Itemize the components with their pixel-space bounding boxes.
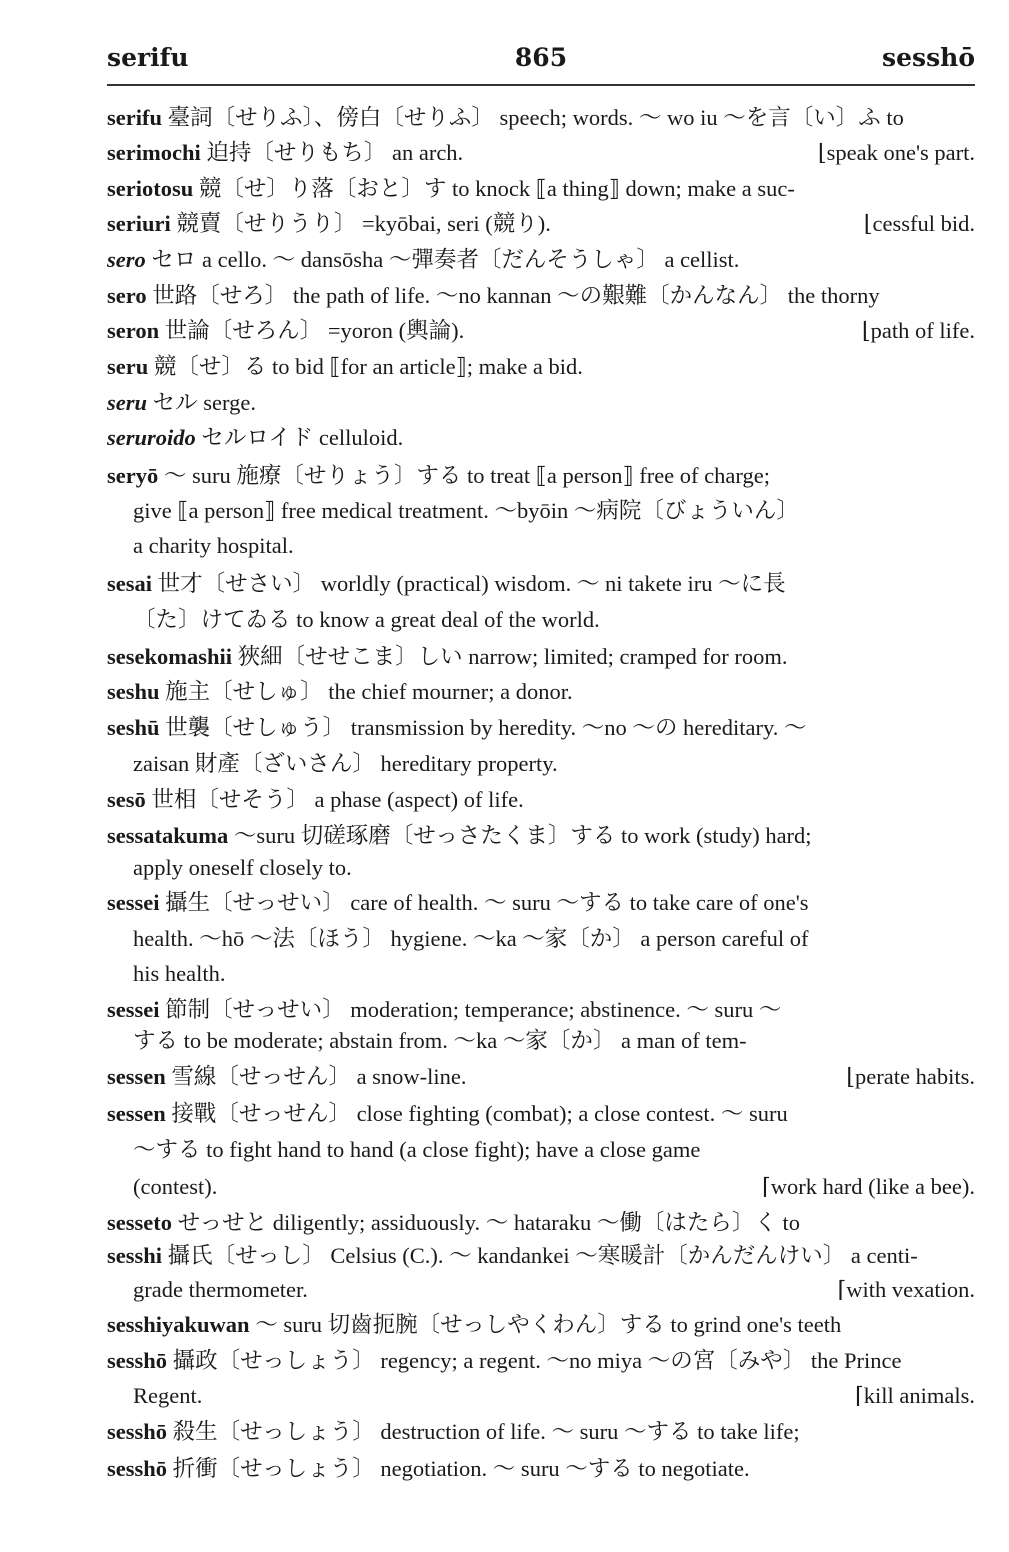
definition: give ⟦a person⟧ free medical treatment. ～byōin ～病院〔びょういん〕 (133, 498, 799, 523)
text-line (133, 603, 975, 637)
text-line (107, 783, 975, 817)
text-line (107, 993, 975, 1027)
definition: 競〔せ〕る to bid ⟦for an article⟧; make a bid. (153, 354, 583, 379)
page-number: 865 (514, 43, 568, 72)
text-line (107, 279, 975, 313)
text-line (133, 1133, 975, 1167)
definition: 世論〔せろん〕 =yoron (輿論). (164, 318, 465, 343)
definition: 競賣〔せりうり〕 =kyōbai, seri (競り). (176, 211, 551, 236)
headword: seryō (107, 463, 159, 488)
definition: health. ～hō ～法〔ほう〕 hygiene. ～ka ～家〔か〕 a person careful of (133, 926, 809, 951)
text-line (107, 386, 975, 420)
definition: 節制〔せっせい〕 moderation; temperance; abstinence. ～ suru ～ (165, 997, 782, 1022)
running-header (107, 40, 975, 80)
text-line (107, 819, 975, 853)
definition: 世襲〔せしゅう〕 transmission by heredity. ～no ～の hereditary. ～ (165, 715, 807, 740)
definition: apply oneself closely to. (133, 855, 352, 880)
headword: sero (107, 283, 147, 308)
definition: 殺生〔せっしょう〕 destruction of life. ～ suru ～する to take life; (172, 1419, 800, 1444)
text-line (107, 1452, 975, 1486)
definition: 〔た〕けてゐる to know a great deal of the world. (133, 607, 600, 632)
text-line (107, 350, 975, 384)
headword: sessei (107, 997, 160, 1022)
text-line (133, 747, 975, 781)
text-line (107, 314, 975, 348)
definition: セロ a cello. ～ dansōsha ～彈奏者〔だんそうしゃ〕 a cellist. (151, 247, 740, 272)
headword: sero (107, 247, 146, 272)
definition: 施主〔せしゅ〕 the chief mourner; a donor. (165, 679, 573, 704)
headword: seriuri (107, 211, 171, 236)
headword: seron (107, 318, 160, 343)
text-line (107, 243, 975, 277)
runover: ⌊perate habits. (846, 1064, 975, 1089)
text-line (133, 1379, 975, 1413)
headword: sessatakuma (107, 823, 229, 848)
text-line (107, 1308, 975, 1342)
definition: ～ suru 切齒扼腕〔せっしやくわん〕する to grind one's teeth (255, 1312, 842, 1337)
text-line (107, 459, 975, 493)
definition: 世相〔せそう〕 a phase (aspect) of life. (151, 787, 524, 812)
headword: serifu (107, 105, 162, 130)
definition: する to be moderate; abstain from. ～ka ～家〔か〕 a man of tem- (133, 1028, 747, 1053)
text-line (107, 886, 975, 920)
runover: ⌈work hard (like a bee). (761, 1174, 975, 1199)
text-line (107, 207, 975, 241)
text-line (133, 957, 975, 991)
definition: Regent. (133, 1383, 203, 1408)
headword: seshu (107, 679, 160, 704)
text-line (133, 922, 975, 956)
text-line (133, 1170, 975, 1204)
definition: 接戰〔せっせん〕 close fighting (combat); a close contest. ～ suru (171, 1101, 788, 1126)
headword: sesshō (107, 1456, 168, 1481)
text-line (107, 567, 975, 601)
runover: ⌊speak one's part. (817, 140, 975, 165)
text-line (107, 136, 975, 170)
headword: seriotosu (107, 176, 194, 201)
headword: sesshō (107, 1348, 168, 1373)
headword: sessen (107, 1064, 166, 1089)
definition: 狹細〔せせこま〕しい narrow; limited; cramped for room. (237, 644, 788, 669)
text-line (107, 1097, 975, 1131)
definition: 臺詞〔せりふ〕、傍白〔せりふ〕 speech; words. ～ wo iu ～を言〔い〕ふ to (167, 105, 904, 130)
text-line (107, 101, 975, 135)
definition: ～する to fight hand to hand (a close fight); have a close game (133, 1137, 701, 1162)
text-line (107, 640, 975, 674)
runover: ⌈kill animals. (854, 1383, 975, 1408)
definition: 世路〔せろ〕 the path of life. ～no kannan ～の艱難〔かんなん〕 the thorny (152, 283, 880, 308)
headword: sesshi (107, 1243, 163, 1268)
runover: ⌈with vexation. (837, 1277, 975, 1302)
headword: sessei (107, 890, 160, 915)
text-line (107, 675, 975, 709)
text-line (107, 172, 975, 206)
text-line (107, 711, 975, 745)
definition: 攝政〔せっしょう〕 regency; a regent. ～no miya ～の宮〔みや〕 the Prince (172, 1348, 902, 1373)
text-line (133, 1273, 975, 1307)
headword: sesshiyakuwan (107, 1312, 250, 1337)
text-line (107, 1060, 975, 1094)
headword: sesai (107, 571, 152, 596)
text-line (107, 1415, 975, 1449)
headword: sesseto (107, 1210, 172, 1235)
definition: 迫持〔せりもち〕 an arch. (206, 140, 464, 165)
text-line (133, 529, 975, 563)
definition: 雪線〔せっせん〕 a snow-line. (171, 1064, 467, 1089)
definition: a charity hospital. (133, 533, 294, 558)
text-line (107, 1239, 975, 1273)
definition: 攝生〔せっせい〕 care of health. ～ suru ～する to take care of one's (165, 890, 809, 915)
definition: セルロイド celluloid. (201, 425, 404, 450)
headword: sesō (107, 787, 146, 812)
runover: ⌊path of life. (861, 318, 975, 343)
text-line (133, 494, 975, 528)
definition: ～suru 切磋琢磨〔せっさたくま〕する to work (study) hard; (233, 823, 812, 848)
definition: zaisan 財產〔ざいさん〕 hereditary property. (133, 751, 558, 776)
headword: serimochi (107, 140, 201, 165)
definition: ～ suru 施療〔せりょう〕する to treat ⟦a person⟧ free of charge; (163, 463, 770, 488)
headword: seru (107, 390, 148, 415)
text-line (133, 1024, 975, 1058)
definition: grade thermometer. (133, 1277, 308, 1302)
header-rule (107, 84, 975, 86)
text-line (107, 1206, 975, 1240)
header-last-entry: sesshō (882, 43, 975, 72)
headword: seruroido (107, 425, 196, 450)
text-line (107, 421, 975, 455)
headword: sessen (107, 1101, 166, 1126)
headword: sesshō (107, 1419, 168, 1444)
headword: seru (107, 354, 149, 379)
definition: 攝氏〔せっし〕 Celsius (C.). ～ kandankei ～寒暖計〔かんだんけい〕 a centi- (167, 1243, 918, 1268)
definition: 折衝〔せっしょう〕 negotiation. ～ suru ～する to negotiate. (172, 1456, 750, 1481)
text-line (133, 851, 975, 885)
headword: sesekomashii (107, 644, 233, 669)
headword: seshū (107, 715, 160, 740)
text-line (107, 1344, 975, 1378)
definition: 競〔せ〕り落〔おと〕す to knock ⟦a thing⟧ down; make a suc- (198, 176, 795, 201)
definition: his health. (133, 961, 226, 986)
header-first-entry: serifu (107, 43, 189, 72)
definition: セル serge. (152, 390, 256, 415)
runover: ⌊cessful bid. (863, 211, 975, 236)
definition: せっせと diligently; assiduously. ～ hataraku ～働〔はたら〕く to (177, 1210, 801, 1235)
definition: 世才〔せさい〕 worldly (practical) wisdom. ～ ni takete iru ～に長 (157, 571, 786, 596)
definition: (contest). (133, 1174, 218, 1199)
